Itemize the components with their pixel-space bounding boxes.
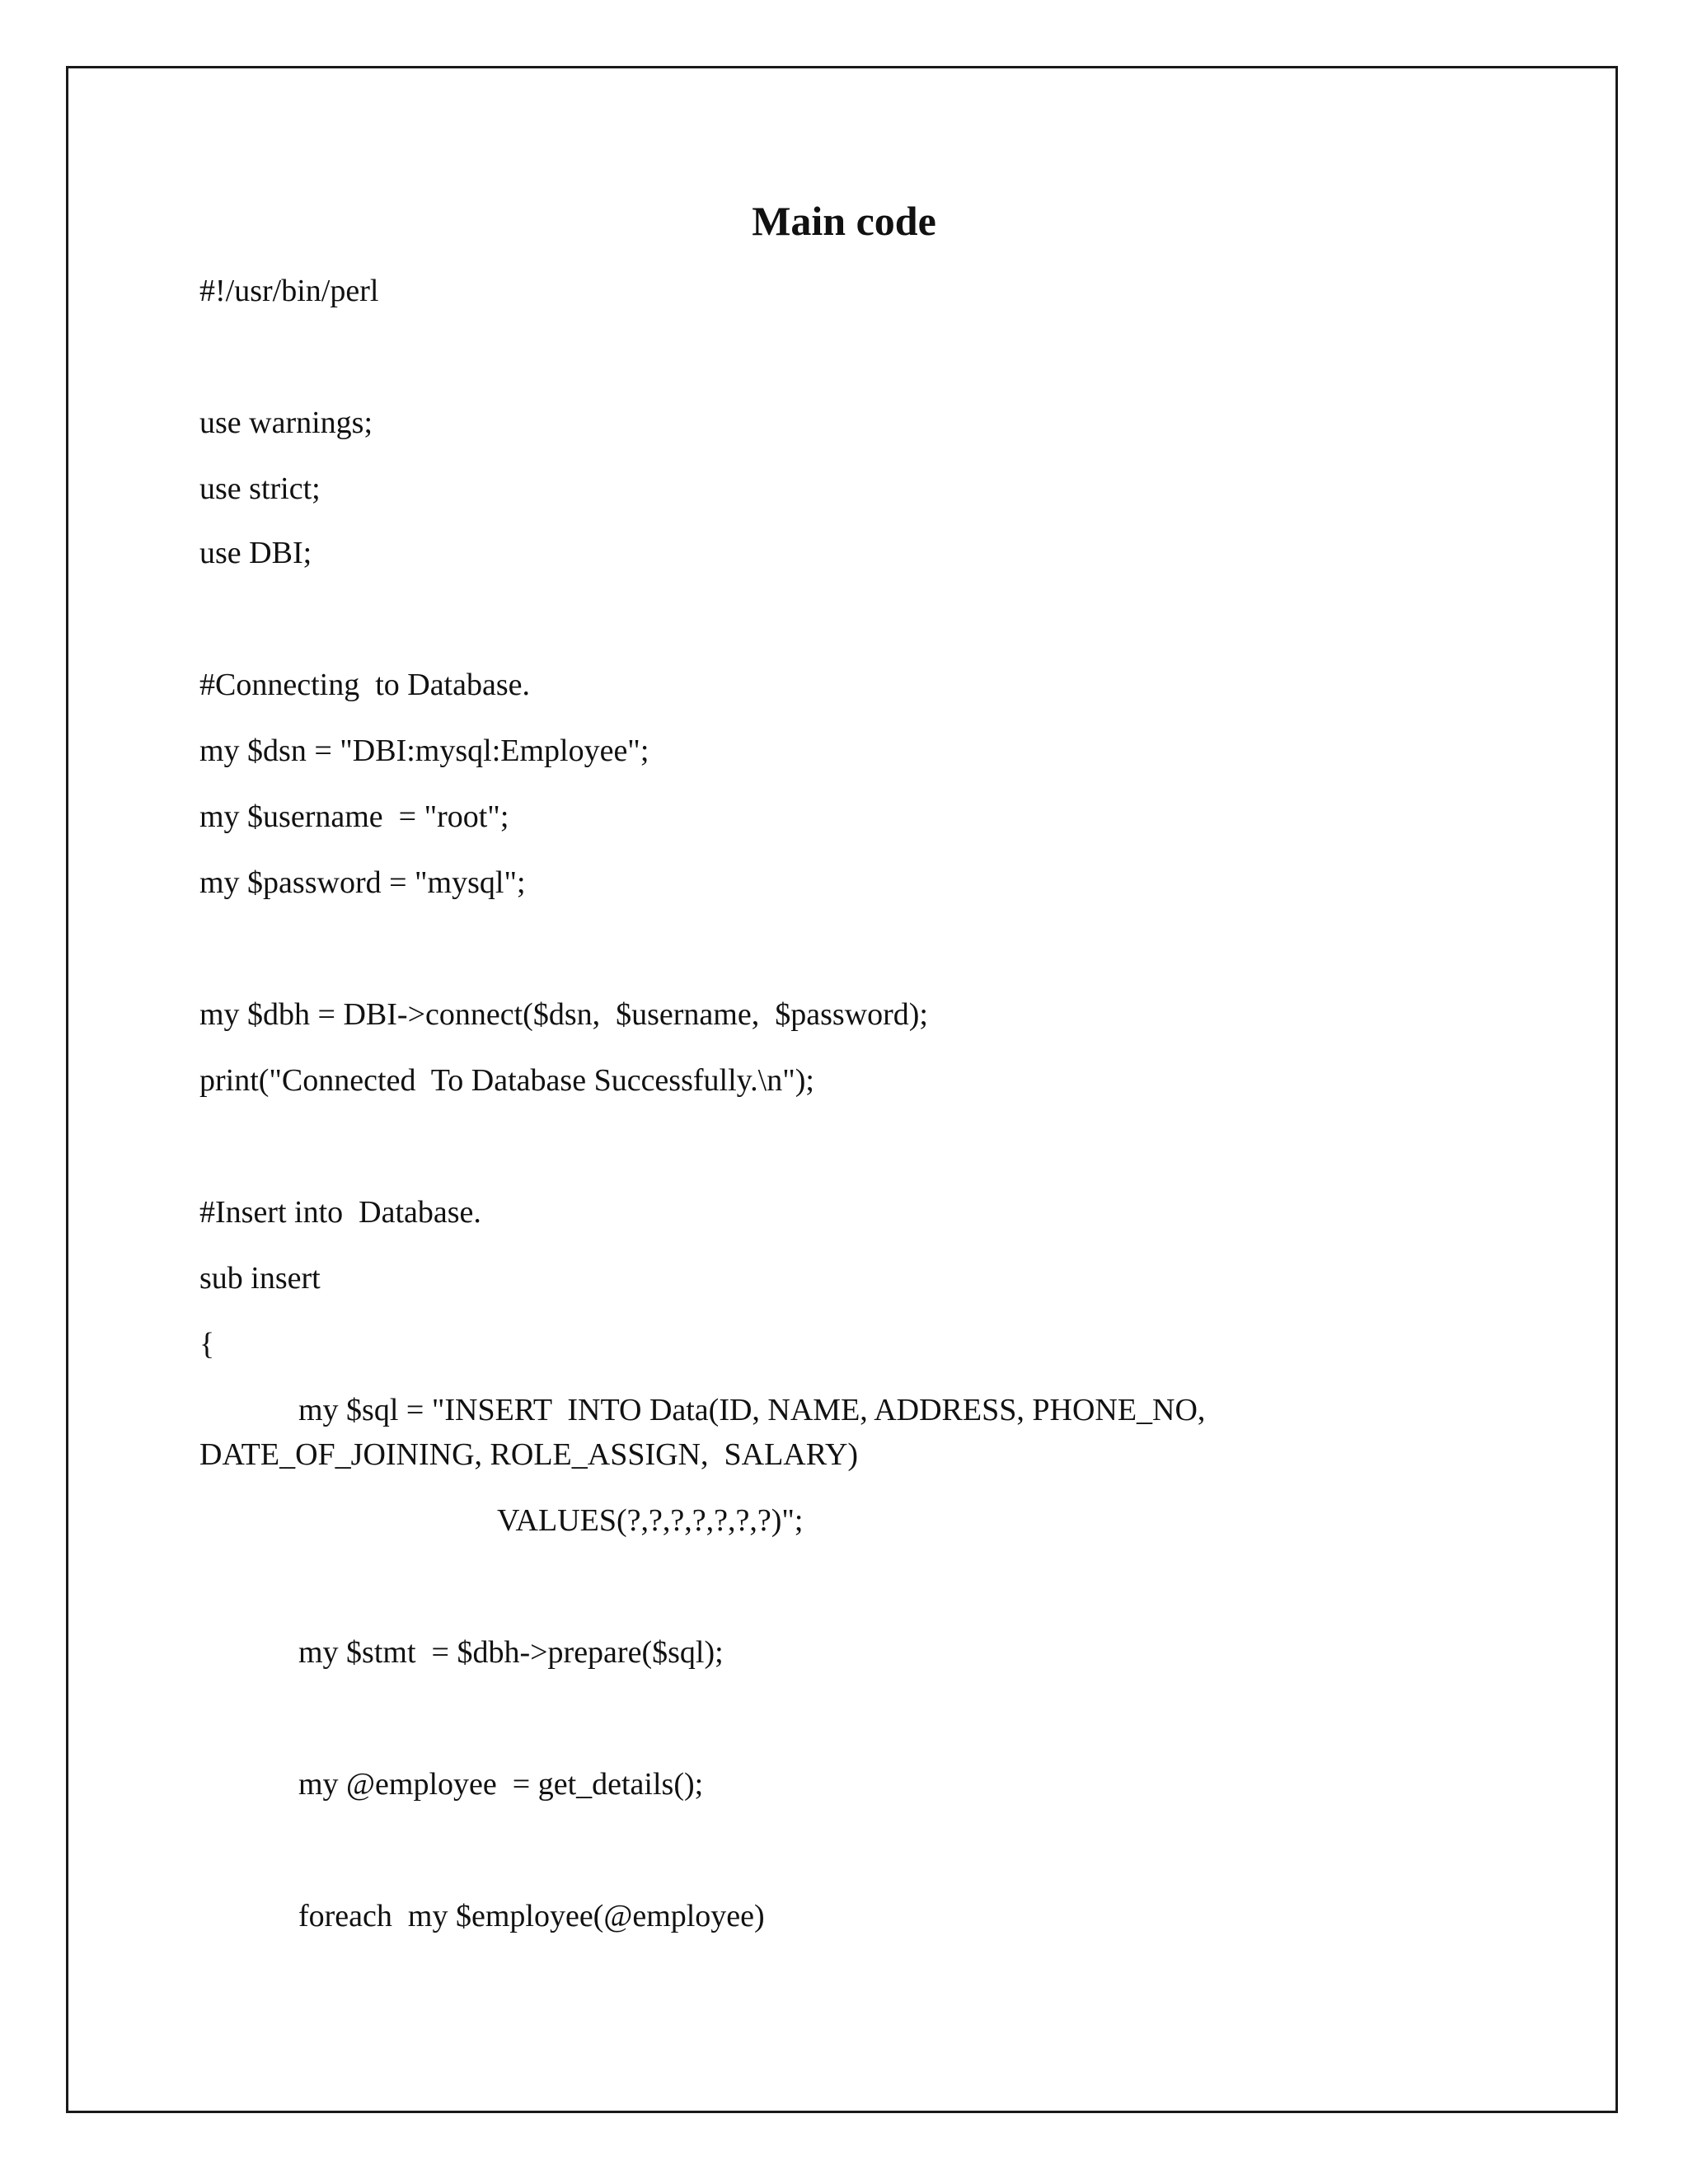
code-line-print-connected: print("Connected To Database Successfully.\n");: [199, 1063, 814, 1098]
code-line-password: my $password = "mysql";: [199, 865, 526, 900]
code-line-prepare: my $stmt = $dbh->prepare($sql);: [298, 1635, 724, 1670]
code-line-username: my $username = "root";: [199, 799, 509, 834]
code-line-sql-values: VALUES(?,?,?,?,?,?,?)";: [497, 1503, 804, 1538]
code-line-sql-columns: DATE_OF_JOINING, ROLE_ASSIGN, SALARY): [199, 1437, 859, 1472]
code-line-open-brace: {: [199, 1327, 215, 1361]
code-line-foreach: foreach my $employee(@employee): [298, 1899, 765, 1933]
code-comment-insert: #Insert into Database.: [199, 1195, 481, 1230]
code-line-sub-insert: sub insert: [199, 1261, 321, 1296]
code-line-sql-insert: my $sql = "INSERT INTO Data(ID, NAME, ADDRESS, PHONE_NO,: [298, 1393, 1206, 1427]
code-line-dbh-connect: my $dbh = DBI->connect($dsn, $username, $password);: [199, 997, 928, 1032]
code-line-use-dbi: use DBI;: [199, 536, 312, 570]
code-line-use-strict: use strict;: [199, 471, 321, 506]
code-line-use-warnings: use warnings;: [199, 405, 373, 440]
code-line-get-details: my @employee = get_details();: [298, 1767, 704, 1802]
code-line-shebang: #!/usr/bin/perl: [199, 274, 379, 308]
code-comment-connecting: #Connecting to Database.: [199, 668, 531, 702]
code-line-dsn: my $dsn = "DBI:mysql:Employee";: [199, 733, 649, 768]
page-title: Main code: [752, 198, 936, 244]
